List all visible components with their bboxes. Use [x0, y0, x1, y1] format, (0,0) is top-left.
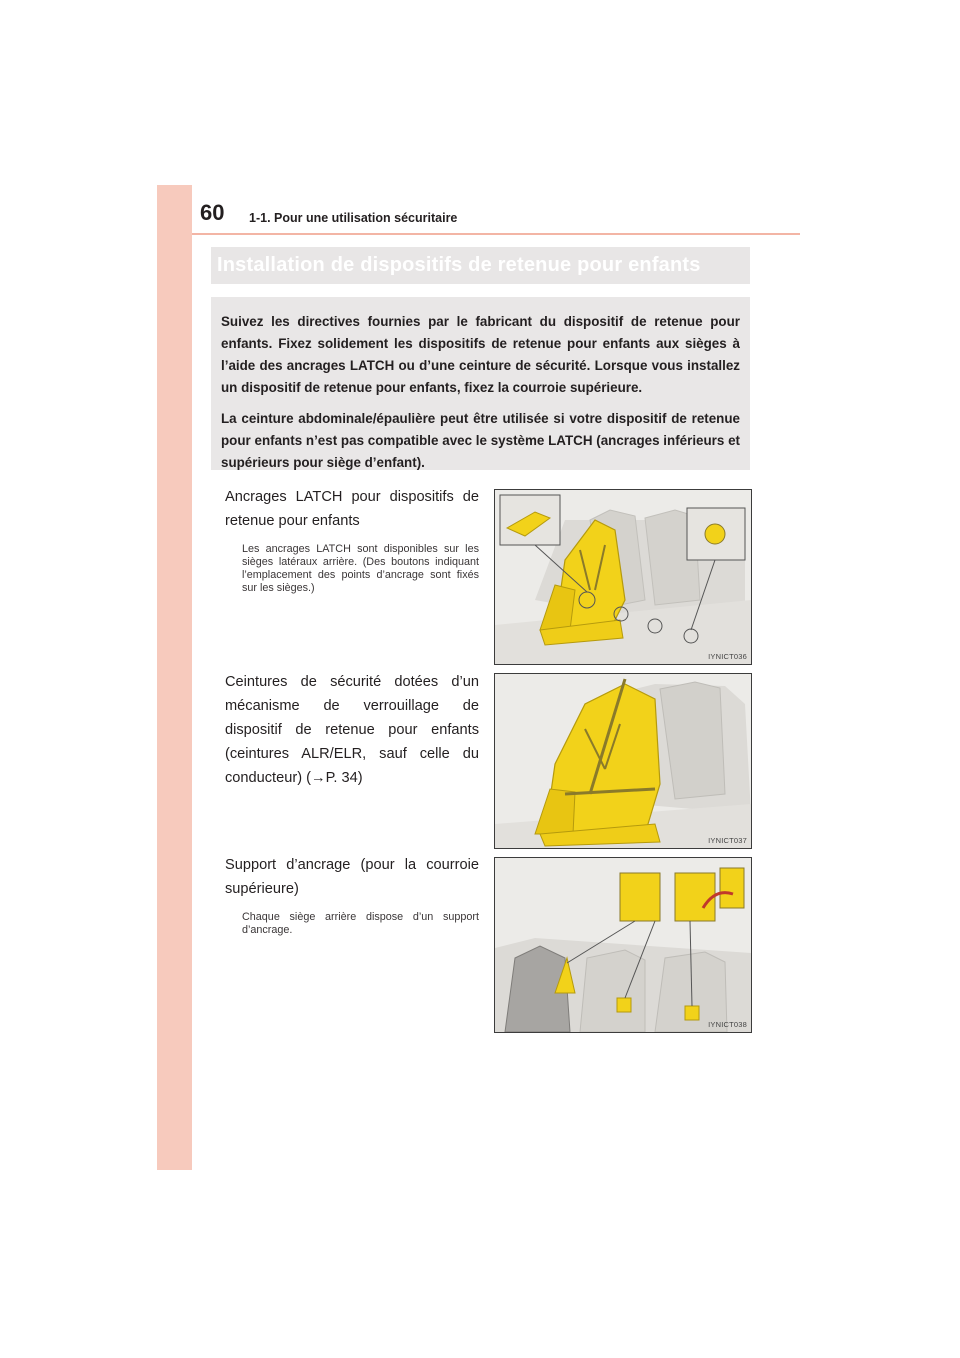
section-title-bar	[211, 247, 750, 284]
item-alr-elr-belts	[225, 670, 479, 790]
page-side-band	[157, 185, 192, 1170]
figure-code-3: IYNICT038	[708, 1020, 747, 1029]
item-latch-label: Ancrages LATCH pour dispositifs de retenue pour enfants	[225, 489, 479, 529]
figure-latch-anchors	[494, 489, 752, 665]
item-tether-note: Chaque siège arrière dispose d’un support d’ancrage.	[242, 911, 479, 936]
figure-code-1: IYNICT036	[708, 652, 747, 661]
section-title: Installation de dispositifs de retenue pour enfants	[217, 254, 701, 276]
intro-paragraph-1: Suivez les directives fournies par le fabricant du dispositif de retenue pour enfants. Fixez solidement les dispositifs de retenue pour enfants aux sièges à l’aide des ancrages LATCH ou d’une ceinture de sécurité. Lorsque vous installez un dispositif de retenue pour enfants, fixez la courroie supérieure.	[221, 314, 740, 395]
intro-paragraph-2: La ceinture abdominale/épaulière peut être utilisée si votre dispositif de retenue pour enfants n’est pas compatible avec le système LATCH (ancrages inférieurs et supérieurs pour siège d’enfant).	[221, 411, 740, 470]
page-number: 60	[200, 200, 225, 225]
item-latch	[225, 485, 479, 595]
latch-anchors-illustration	[495, 490, 751, 664]
figure-tether-anchor	[494, 857, 752, 1033]
seatbelt-lock-illustration	[495, 674, 751, 848]
tether-anchor-illustration	[495, 858, 751, 1032]
figure-code-2: IYNICT037	[708, 836, 747, 845]
section-heading: 1-1. Pour une utilisation sécuritaire	[249, 211, 458, 225]
item-tether-label: Support d’ancrage (pour la courroie supérieure)	[225, 857, 479, 897]
intro-box	[211, 297, 750, 470]
item-latch-note: Les ancrages LATCH sont disponibles sur les sièges latéraux arrière. (Des boutons indiquant l’emplacement des points d’ancrage sont fixés sur les sièges.)	[242, 543, 479, 594]
item-tether-anchor	[225, 853, 479, 937]
item-alr-elr-label: Ceintures de sécurité dotées d’un mécanisme de verrouillage de dispositif de retenue pour enfants (ceintures ALR/ELR, sauf celle du conducteur) (→P. 34)	[225, 674, 479, 786]
header-rule	[192, 233, 800, 235]
figure-seatbelt-lock	[494, 673, 752, 849]
